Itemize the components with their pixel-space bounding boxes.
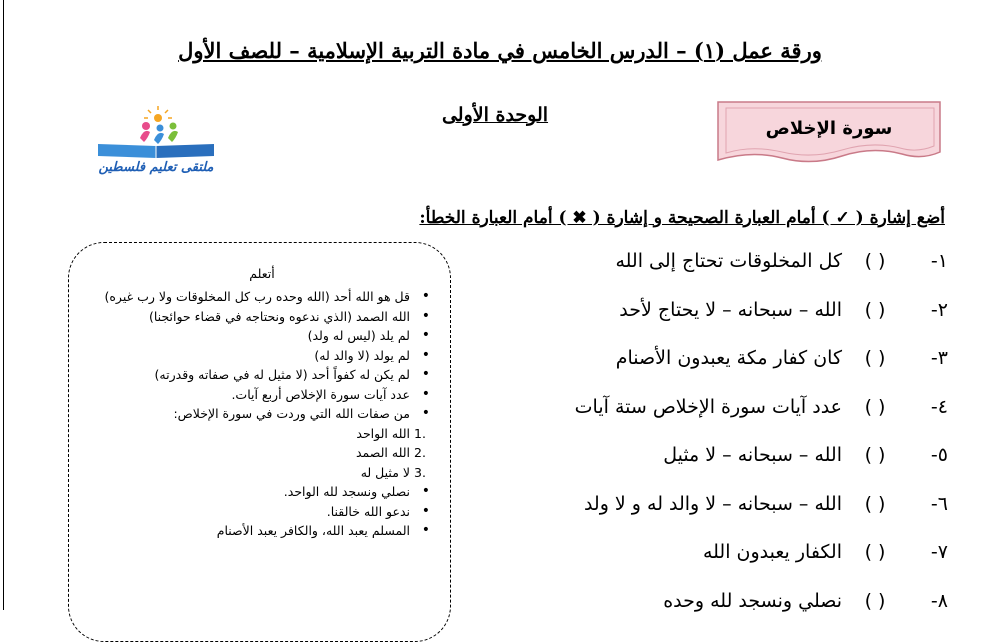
learn-item: • قل هو الله أحد (الله وحده رب كل المخلوقات ولا رب غيره) bbox=[104, 287, 434, 307]
answer-box[interactable]: ( ) bbox=[864, 347, 886, 369]
question-item bbox=[470, 246, 948, 295]
learn-item-number: 2. bbox=[414, 445, 426, 460]
answer-box[interactable]: ( ) bbox=[864, 444, 886, 466]
question-text: عدد آيات سورة الإخلاص ستة آيات bbox=[574, 395, 842, 418]
surah-banner bbox=[712, 96, 946, 170]
page-title: ورقة عمل (١) – الدرس الخامس في مادة التربية الإسلامية – للصف الأول bbox=[178, 38, 822, 63]
question-list bbox=[470, 246, 948, 634]
question-number: ٢- bbox=[930, 298, 948, 321]
question-item bbox=[470, 440, 948, 489]
answer-box[interactable]: ( ) bbox=[864, 541, 886, 563]
answer-box[interactable]: ( ) bbox=[864, 589, 886, 612]
learn-item: • لم يلد (ليس له ولد) bbox=[104, 326, 434, 346]
learn-item-text: الله الواحد bbox=[356, 425, 410, 441]
question-number: ١- bbox=[930, 250, 948, 272]
learn-numbered-item bbox=[104, 463, 434, 483]
learn-item: • ندعو الله خالقنا. bbox=[104, 502, 434, 522]
learn-item: • لم يولد (لا والد له) bbox=[104, 346, 434, 366]
instruction-text: أضع إشارة ( ✓ ) أمام العبارة الصحيحة و إشارة ( ✖ ) أمام العبارة الخطأ: bbox=[419, 208, 945, 228]
question-text: كان كفار مكة يعبدون الأصنام bbox=[615, 347, 842, 369]
question-item bbox=[470, 537, 948, 586]
question-number: ٦- bbox=[930, 492, 948, 515]
answer-box[interactable]: ( ) bbox=[864, 298, 886, 321]
instruction bbox=[280, 208, 945, 228]
question-number: ٨- bbox=[930, 589, 948, 612]
learn-item-text: لا مثيل له bbox=[360, 464, 410, 480]
surah-label: سورة الإخلاص bbox=[765, 118, 893, 139]
question-text: الله – سبحانه – لا مثيل bbox=[663, 444, 842, 466]
learn-numbered-item bbox=[104, 424, 434, 444]
logo-icon bbox=[78, 96, 234, 166]
question-text: نصلي ونسجد لله وحده bbox=[663, 589, 842, 612]
learn-item: • عدد آيات سورة الإخلاص أربع آيات. bbox=[104, 385, 434, 405]
question-text: الله – سبحانه – لا والد له و لا ولد bbox=[583, 492, 842, 515]
learn-title: أتعلم bbox=[249, 266, 275, 281]
question-number: ٤- bbox=[930, 395, 948, 418]
learn-item: • الله الصمد (الذي ندعوه ونحتاجه في قضاء حوائجنا) bbox=[104, 307, 434, 327]
answer-box[interactable]: ( ) bbox=[864, 395, 886, 418]
question-item bbox=[470, 343, 948, 392]
answer-box[interactable]: ( ) bbox=[864, 250, 886, 272]
learn-item: • من صفات الله التي وردت في سورة الإخلاص: bbox=[104, 404, 434, 424]
question-item bbox=[470, 489, 948, 538]
learn-item: • لم يكن له كفواً أحد (لا مثيل له في صفاته وقدرته) bbox=[104, 365, 434, 385]
learn-item: • نصلي ونسجد لله الواحد. bbox=[104, 482, 434, 502]
question-number: ٣- bbox=[930, 347, 948, 369]
unit-title: الوحدة الأولى bbox=[441, 104, 549, 126]
question-number: ٥- bbox=[930, 444, 948, 466]
learn-item-text: الله الصمد bbox=[355, 445, 410, 460]
learn-numbered-item bbox=[104, 443, 434, 463]
learn-list bbox=[104, 287, 434, 541]
question-item bbox=[470, 295, 948, 344]
page-left-border bbox=[3, 0, 4, 610]
learn-item-number: 3. bbox=[414, 464, 426, 480]
question-number: ٧- bbox=[930, 541, 948, 563]
question-text: كل المخلوقات تحتاج إلى الله bbox=[615, 250, 842, 272]
answer-box[interactable]: ( ) bbox=[864, 492, 886, 515]
question-text: الله – سبحانه – لا يحتاج لأحد bbox=[619, 298, 842, 321]
question-text: الكفار يعبدون الله bbox=[702, 541, 842, 563]
learn-item: • المسلم يعبد الله، والكافر يعبد الأصنام bbox=[104, 521, 434, 541]
question-item bbox=[470, 392, 948, 441]
learn-item-number: 1. bbox=[414, 425, 426, 441]
logo-text: ملتقى تعليم فلسطين bbox=[98, 160, 214, 175]
logo bbox=[78, 96, 234, 188]
